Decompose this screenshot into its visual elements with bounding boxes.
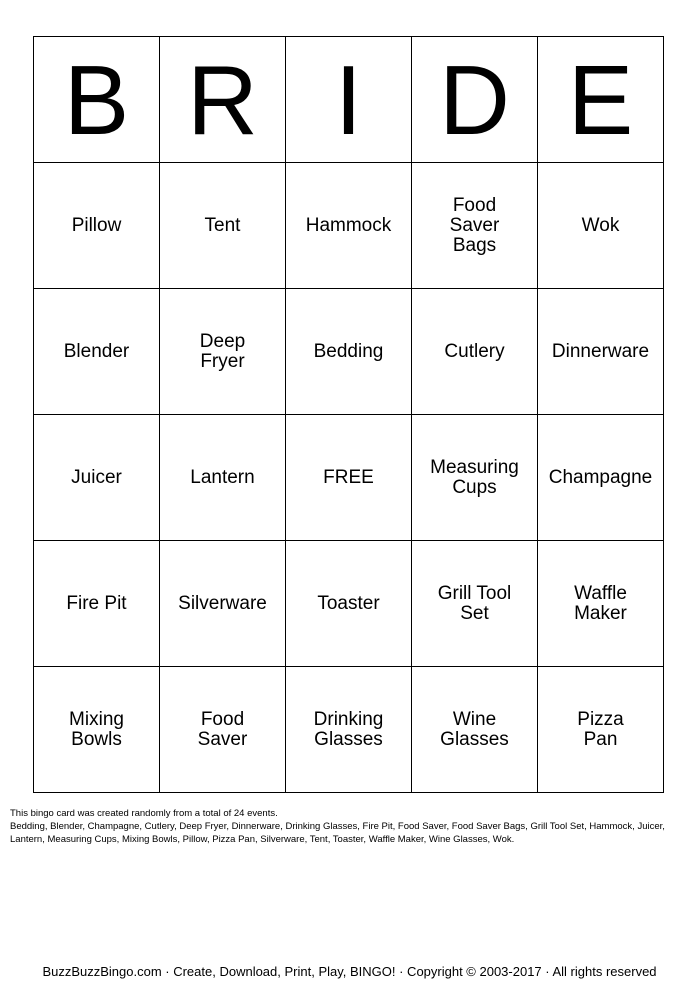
bingo-cell-label: Juicer	[71, 466, 122, 488]
bingo-cell-label: Fire Pit	[66, 592, 127, 614]
bingo-card	[33, 36, 664, 793]
bingo-cell	[34, 289, 160, 415]
bingo-cell	[538, 415, 664, 541]
bingo-cell-label: Lantern	[190, 466, 255, 488]
bingo-row	[34, 289, 664, 415]
bingo-cell	[34, 541, 160, 667]
bingo-cell-label: Champagne	[548, 466, 653, 488]
bingo-cell-label: FREE	[323, 466, 374, 488]
bingo-cell	[34, 667, 160, 793]
bingo-row	[34, 163, 664, 289]
bingo-cell	[538, 289, 664, 415]
bingo-cell-label: Hammock	[305, 214, 392, 236]
bingo-header-letter: B	[34, 37, 160, 163]
bingo-cell-label: Bedding	[313, 340, 384, 362]
bingo-cell-label: Pillow	[71, 214, 122, 236]
bingo-cell-label: Wine Glasses	[440, 708, 509, 750]
bingo-cell	[412, 667, 538, 793]
bingo-cell-label: Deep Fryer	[199, 330, 246, 372]
bingo-cell	[286, 667, 412, 793]
bingo-free-cell	[286, 415, 412, 541]
bingo-row	[34, 415, 664, 541]
bingo-cell	[160, 289, 286, 415]
notes-intro: This bingo card was created randomly from a total of 24 events.	[10, 808, 278, 819]
bingo-cell-label: Food Saver	[197, 708, 248, 750]
bingo-cell-label: Blender	[63, 340, 130, 362]
bingo-cell-label: Wok	[581, 214, 620, 236]
bingo-cell-label: Mixing Bowls	[69, 708, 124, 750]
bingo-cell	[160, 667, 286, 793]
card-notes	[10, 807, 690, 846]
footer-copyright: BuzzBuzzBingo.com · Create, Download, Print, Play, BINGO! · Copyright © 2003-2017 · All rights reserved	[42, 964, 657, 979]
bingo-cell-label: Silverware	[178, 592, 267, 614]
bingo-row	[34, 541, 664, 667]
bingo-cell-label: Toaster	[317, 592, 380, 614]
bingo-header-letter: R	[160, 37, 286, 163]
bingo-header-letter: I	[286, 37, 412, 163]
bingo-cell-label: Cutlery	[444, 340, 505, 362]
notes-event-list: Bedding, Blender, Champagne, Cutlery, Deep Fryer, Dinnerware, Drinking Glasses, Fire Pit, Food Saver, Food Saver Bags, Grill Tool Set, Hammock, Juicer, Lantern, Measuring Cups, Mixing Bowls, Pillow, Pizza Pan, Silverware, Tent, Toaster, Waffle Maker, Wine Glasses, Wok.	[10, 821, 665, 845]
bingo-cell	[412, 163, 538, 289]
bingo-cell	[34, 163, 160, 289]
bingo-cell	[160, 541, 286, 667]
bingo-cell-label: Pizza Pan	[577, 708, 624, 750]
bingo-cell-label: Tent	[204, 214, 241, 236]
bingo-cell	[286, 163, 412, 289]
bingo-cell	[286, 541, 412, 667]
bingo-cell-label: Measuring Cups	[430, 456, 519, 498]
bingo-cell	[34, 415, 160, 541]
bingo-header-letter: D	[412, 37, 538, 163]
bingo-cell-label: Grill Tool Set	[437, 582, 512, 624]
bingo-cell	[538, 541, 664, 667]
bingo-cell	[538, 163, 664, 289]
bingo-cell	[412, 289, 538, 415]
bingo-cell	[412, 415, 538, 541]
bingo-header-letter: E	[538, 37, 664, 163]
bingo-cell-label: Food Saver Bags	[449, 194, 500, 256]
bingo-cell	[538, 667, 664, 793]
bingo-row	[34, 667, 664, 793]
bingo-header-row	[34, 37, 664, 163]
bingo-cell-label: Dinnerware	[551, 340, 650, 362]
bingo-cell-label: Waffle Maker	[574, 582, 627, 624]
bingo-cell	[160, 415, 286, 541]
bingo-cell	[412, 541, 538, 667]
bingo-cell-label: Drinking Glasses	[313, 708, 384, 750]
bingo-cell	[286, 289, 412, 415]
bingo-cell	[160, 163, 286, 289]
